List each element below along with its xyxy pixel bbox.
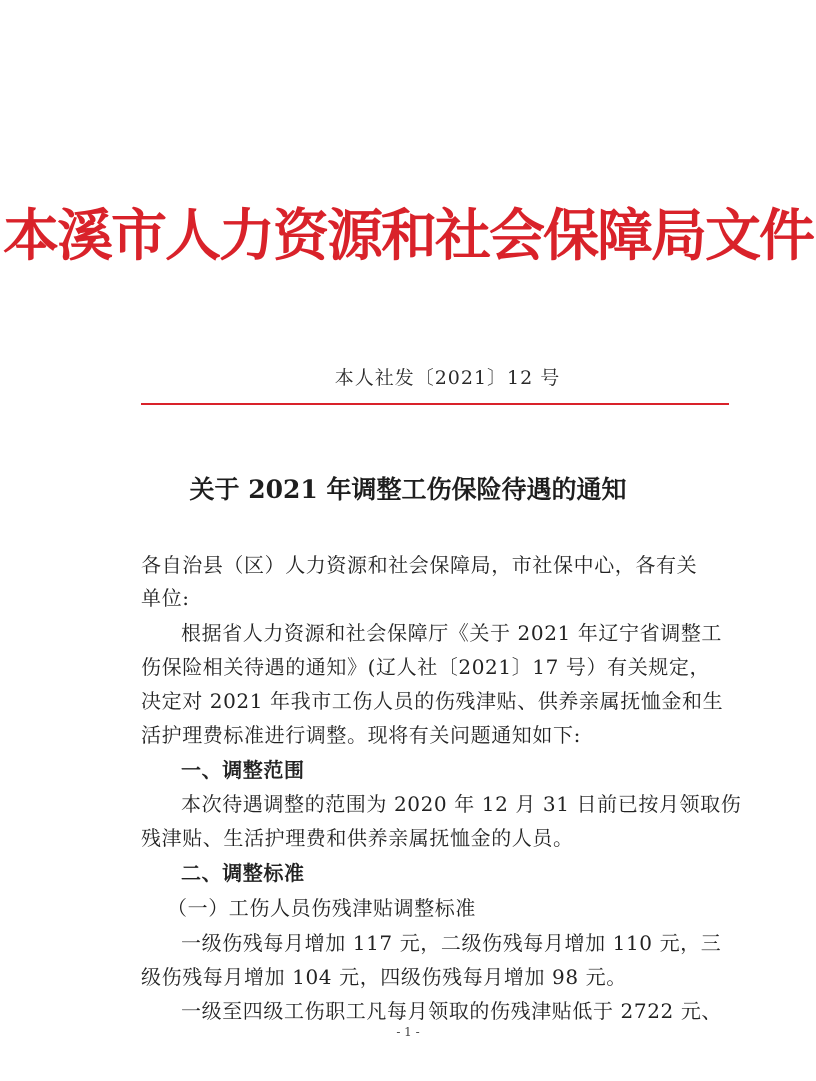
paragraph-line: 根据省人力资源和社会保障厅《关于 2021 年辽宁省调整工 bbox=[181, 621, 723, 645]
document-number: 本人社发〔2021〕12 号 bbox=[334, 367, 561, 389]
section-heading: 二、调整标准 bbox=[181, 861, 305, 885]
issuer-title: 本溪市人力资源和社会保障局文件 bbox=[3, 203, 813, 269]
paragraph-line: 残津贴、生活护理费和供养亲属抚恤金的人员。 bbox=[141, 826, 574, 850]
red-divider-line bbox=[141, 403, 729, 405]
page-number: - 1 - bbox=[396, 1025, 420, 1039]
subsection-heading: （一）工伤人员伤残津贴调整标准 bbox=[167, 896, 476, 920]
paragraph-line: 活护理费标准进行调整。现将有关问题通知如下: bbox=[141, 723, 581, 747]
paragraph-line: 级伤残每月增加 104 元，四级伤残每月增加 98 元。 bbox=[141, 965, 627, 989]
addressee-line: 单位: bbox=[141, 586, 190, 610]
addressee-line: 各自治县（区）人力资源和社会保障局，市社保中心，各有关 bbox=[141, 553, 698, 577]
paragraph-line: 伤保险相关待遇的通知》(辽人社〔2021〕17 号）有关规定， bbox=[141, 655, 711, 679]
notice-title: 关于 2021 年调整工伤保险待遇的通知 bbox=[189, 475, 627, 504]
paragraph-line: 本次待遇调整的范围为 2020 年 12 月 31 日前已按月领取伤 bbox=[181, 792, 742, 816]
paragraph-line: 一级至四级工伤职工凡每月领取的伤残津贴低于 2722 元、 bbox=[181, 999, 723, 1023]
paragraph-line: 一级伤残每月增加 117 元，二级伤残每月增加 110 元，三 bbox=[181, 931, 722, 955]
section-heading: 一、调整范围 bbox=[181, 758, 305, 782]
paragraph-line: 决定对 2021 年我市工伤人员的伤残津贴、供养亲属抚恤金和生 bbox=[141, 689, 724, 713]
